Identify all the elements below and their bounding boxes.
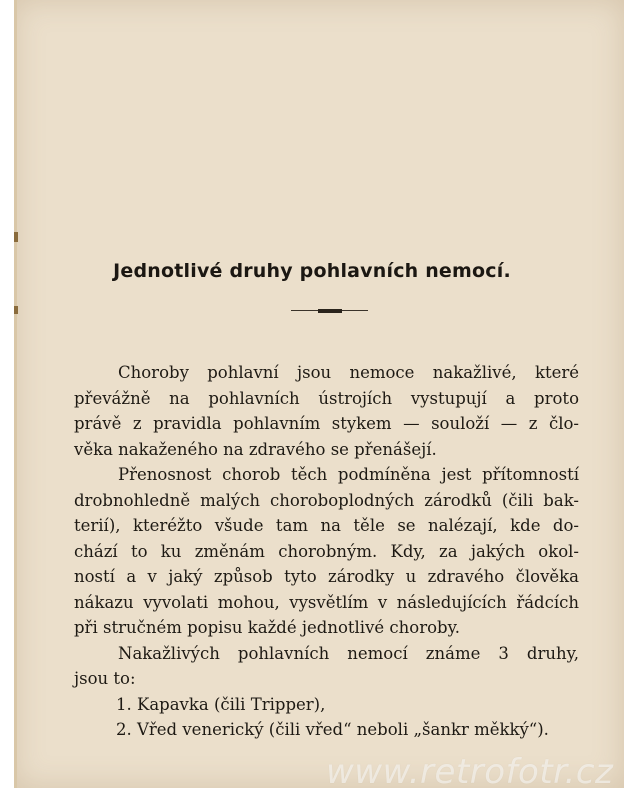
text-line: chází to ku změnám chorobným. Kdy, za jakých okol-	[74, 541, 579, 561]
text-line: terií), kteréžto všude tam na těle se nalézají, kde do-	[74, 516, 579, 535]
text-line: jsou to:	[74, 669, 136, 688]
chapter-title: Jednotlivé druhy pohlavních nemocí.	[113, 260, 511, 282]
title-divider-center	[318, 309, 342, 313]
binding-mark	[14, 232, 18, 242]
text-line: věka nakaženého na zdravého se přenášejí.	[74, 439, 437, 459]
text-line: Přenosnost chorob těch podmíněna jest přítomností	[118, 465, 579, 484]
page-edge	[14, 0, 17, 788]
text-line: převážně na pohlavních ústrojích vystupují a proto	[74, 388, 579, 408]
watermark: www.retrofotr.cz	[326, 752, 614, 792]
text-line: nákazu vyvolati mohou, vysvětlím v následujících řádcích	[74, 592, 579, 612]
text-line: Nakažlivých pohlavních nemocí známe 3 druhy,	[118, 643, 579, 663]
body-text	[74, 360, 579, 743]
text-line: při stručném popisu každé jednotlivé choroby.	[74, 618, 460, 637]
binding-mark	[14, 306, 18, 314]
text-line: Choroby pohlavní jsou nemoce nakažlivé, které	[118, 363, 579, 382]
list-item: 2. Vřed venerický (čili vřed“ neboli „šankr měkký“).	[116, 720, 549, 739]
text-line: právě z pravidla pohlavním stykem — souloží — z člo-	[74, 414, 579, 433]
text-line: drobnohledně malých choroboplodných zárodků (čili bak-	[74, 490, 579, 510]
list-item: 1. Kapavka (čili Tripper),	[116, 694, 326, 714]
text-line: ností a v jaký způsob tyto zárodky u zdravého člověka	[74, 567, 579, 586]
